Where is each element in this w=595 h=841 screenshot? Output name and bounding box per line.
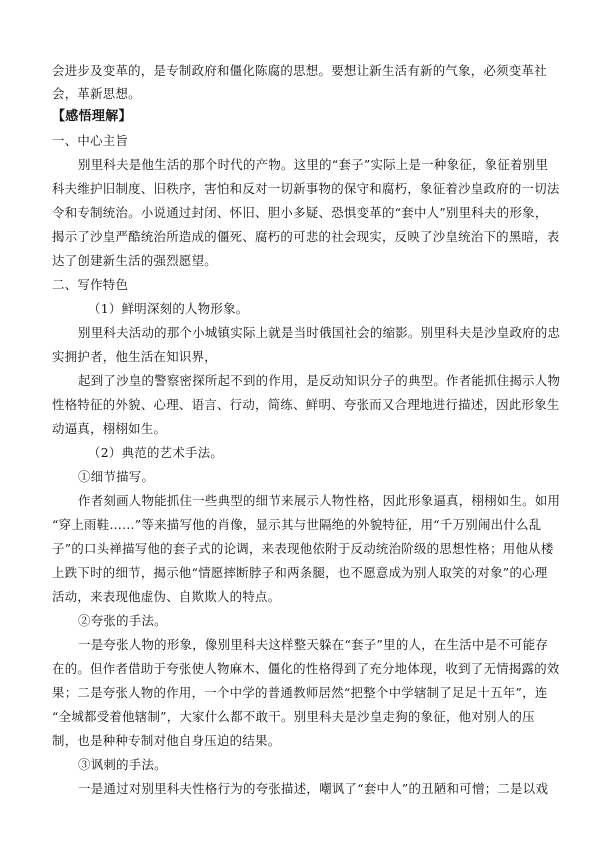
text-line: 制，也是种种专制对他自身压迫的结果。 (52, 733, 281, 748)
text-line: “穿上雨鞋……”等来描写他的肖像，显示其与世隔绝的外貌特征，用“千万别闹出什么乱 (52, 517, 542, 532)
text-line: 性格特征的外貌、心理、语言、行动，简练、鲜明、夸张而又合理地进行描述，因此形象生 (52, 397, 560, 412)
text-line: 揭示了沙皇严酷统治所造成的僵死、腐朽的可悲的社会现实，反映了沙皇统治下的黑暗，表 (52, 229, 560, 244)
text-line: 会进步及变革的，是专制政府和僵化陈腐的思想。要想让新生活有新的气象，必须变革社 (52, 63, 547, 78)
text-line: 在的。但作者借助于夸张使人物麻木、僵化的性格得到了充分地体现，收到了无情揭露的效 (52, 661, 560, 676)
text-line: 活动，来表现他虚伪、自欺欺人的特点。 (52, 589, 281, 604)
text-line: 达了创建新生活的强烈愿望。 (52, 253, 217, 268)
text-line: 一、中心主旨 (52, 133, 129, 148)
text-line: ②夸张的手法。 (78, 613, 167, 628)
text-line: 子”的口头禅描写他的套子式的论调，来表现他依附于反动统治阶级的思想性格；用他从楼 (52, 541, 554, 556)
text-line: “全城都受着他辖制”，大家什么都不敢干。别里科夫是沙皇走狗的象征，他对别人的压 (52, 709, 535, 724)
text-line: 作者刻画人物能抓住一些典型的细节来展示人物性格，因此形象逼真，栩栩如生。如用 (78, 493, 561, 508)
section-heading: 【感悟理解】 (52, 109, 132, 124)
text-line: 科夫维护旧制度、旧秩序，害怕和反对一切新事物的保守和腐朽，象征着沙皇政府的一切法 (52, 181, 560, 196)
text-line: 动逼真，栩栩如生。 (52, 421, 167, 436)
text-line: （2）典范的艺术手法。 (88, 445, 224, 460)
text-line: 别里科夫是他生活的那个时代的产物。这里的“套子”实际上是一种象征，象征着别里 (78, 157, 549, 172)
text-line: 会，革新思想。 (52, 86, 141, 101)
text-line: ③讽刺的手法。 (78, 757, 167, 772)
text-line: （1）鲜明深刻的人物形象。 (88, 301, 249, 316)
text-line: 实拥护者，他生活在知识界， (52, 349, 217, 364)
text-line: 起到了沙皇的警察密探所起不到的作用，是反动知识分子的典型。作者能抓住揭示人物 (78, 373, 561, 388)
text-line: 果；二是夸张人物的作用，一个中学的普通教师居然“把整个中学辖制了足足十五年”，连 (52, 685, 548, 700)
text-line: 上跌下时的细节，揭示他“情愿摔断脖子和两条腿，也不愿意成为别人取笑的对象”的心理 (52, 565, 548, 580)
text-line: 令和专制统治。小说通过封闭、怀旧、胆小多疑、恐惧变革的“套中人”别里科夫的形象， (52, 205, 548, 220)
text-line: ①细节描写。 (78, 469, 155, 484)
text-line: 别里科夫活动的那个小城镇实际上就是当时俄国社会的缩影。别里科夫是沙皇政府的忠 (78, 325, 561, 340)
text-line: 一是通过对别里科夫性格行为的夸张描述，嘲讽了“套中人”的丑陋和可憎；二是以戏 (78, 781, 549, 796)
text-line: 一是夸张人物的形象，像别里科夫这样整天躲在“套子”里的人，在生活中是不可能存 (78, 637, 549, 652)
text-line: 二、写作特色 (52, 277, 129, 292)
